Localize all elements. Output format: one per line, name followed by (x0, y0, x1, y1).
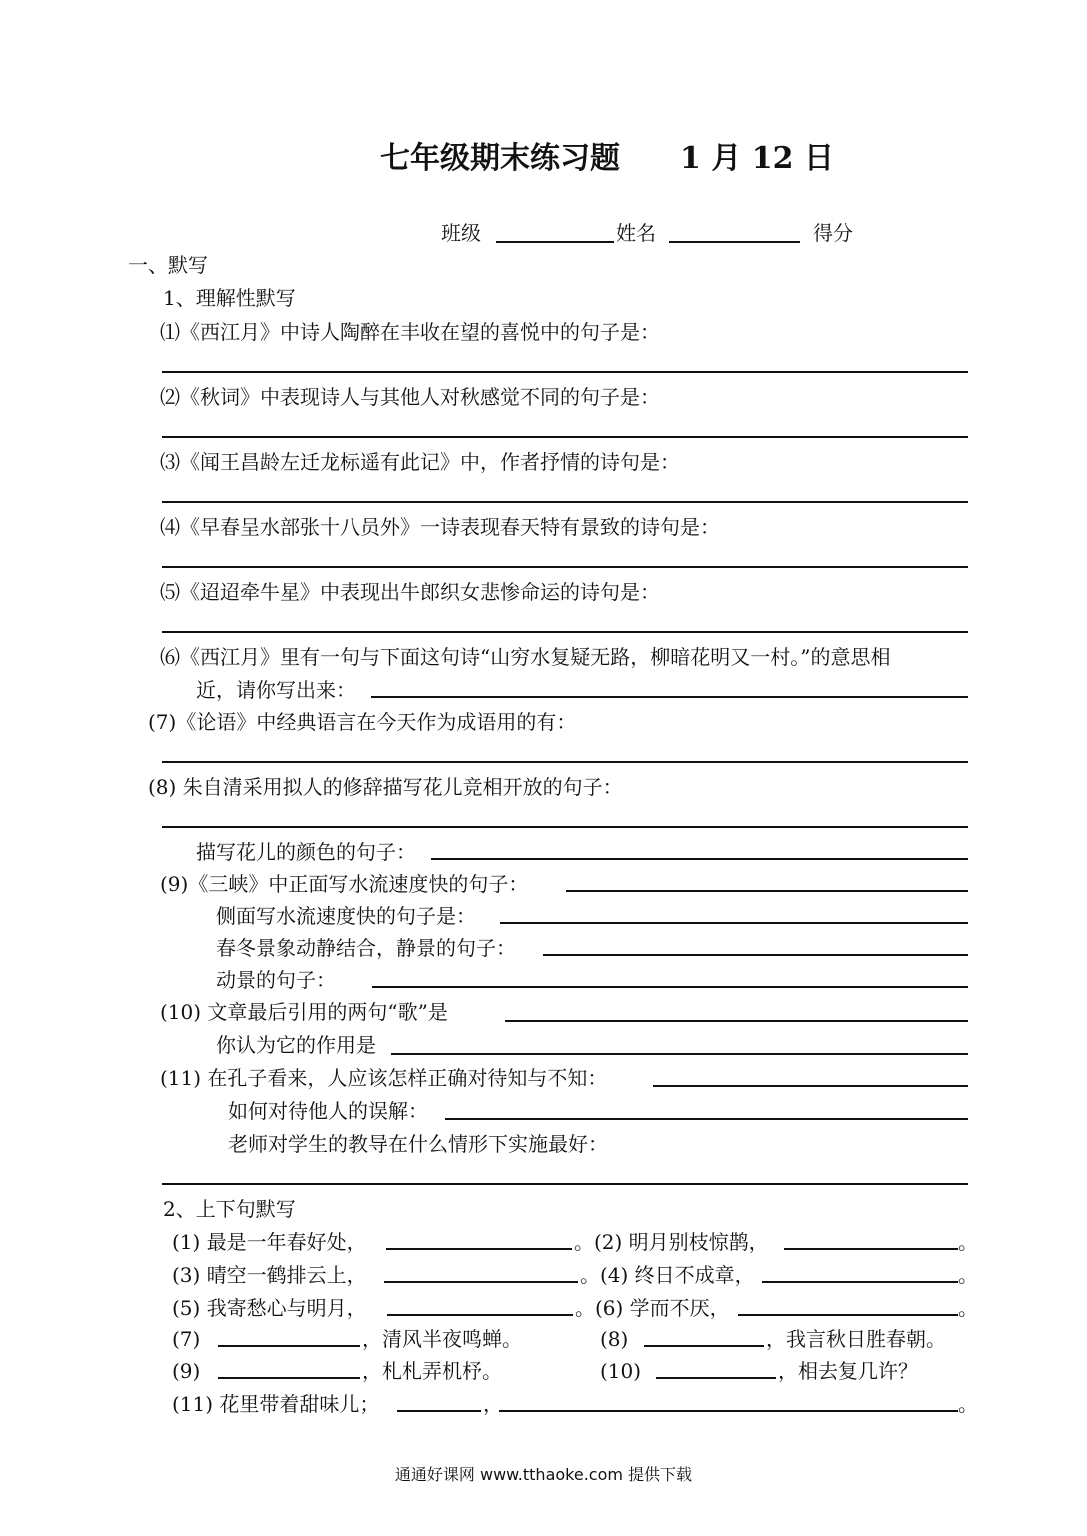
answer-line-8[interactable] (162, 826, 968, 828)
question-11: (11) 在孔子看来，人应该怎样正确对待知与不知： (160, 1066, 608, 1090)
couplet-8-label: (8) (600, 1327, 629, 1351)
question-9-static: 春冬景象动静结合，静景的句子： (216, 936, 516, 960)
page-title (380, 133, 834, 177)
couplet-1-prompt: (1) 最是一年春好处， (172, 1230, 367, 1254)
couplet-10-text: ，相去复几许？ (778, 1359, 918, 1383)
answer-line-1[interactable] (162, 371, 968, 373)
answer-line-11b[interactable] (445, 1118, 968, 1120)
couplet-11-blank-2[interactable] (499, 1410, 958, 1412)
couplet-4-prompt: 。(4) 终日不成章， (580, 1263, 755, 1287)
couplet-2-prompt: 。(2) 明月别枝惊鹊， (574, 1230, 769, 1254)
couplet-6-end: 。 (958, 1296, 978, 1320)
question-1: ⑴《西江月》中诗人陶醉在丰收在望的喜悦中的句子是： (160, 320, 660, 344)
question-9: (9)《三峡》中正面写水流速度快的句子： (160, 872, 529, 896)
question-6: ⑹《西江月》里有一句与下面这句诗“山穷水复疑无路，柳暗花明又一村。”的意思相 (160, 645, 891, 669)
couplet-4-blank[interactable] (762, 1281, 958, 1283)
couplet-4-end: 。 (958, 1263, 978, 1287)
score-label: 得分 (813, 221, 853, 245)
couplet-6-prompt: 。(6) 学而不厌， (575, 1296, 730, 1320)
couplet-1-blank[interactable] (386, 1248, 572, 1250)
couplet-3-blank[interactable] (384, 1281, 578, 1283)
class-blank[interactable] (496, 241, 614, 243)
couplet-7-text: ，清风半夜鸣蝉。 (362, 1327, 522, 1351)
answer-line-3[interactable] (162, 501, 968, 503)
couplet-11-prompt: (11) 花里带着甜味儿； (172, 1392, 380, 1416)
answer-line-9[interactable] (566, 890, 968, 892)
name-label: 姓名 (616, 221, 656, 245)
couplet-10-label: (10) (600, 1359, 642, 1383)
couplet-9-blank[interactable] (218, 1377, 360, 1379)
couplet-11-comma: ， (483, 1392, 503, 1416)
answer-line-2[interactable] (162, 436, 968, 438)
title-date: 1 月 12 日 (680, 141, 834, 176)
question-4: ⑷《早春呈水部张十八员外》一诗表现春天特有景致的诗句是： (160, 515, 720, 539)
couplet-3-prompt: (3) 晴空一鹤排云上， (172, 1263, 367, 1287)
class-label: 班级 (441, 221, 481, 245)
answer-line-4[interactable] (162, 566, 968, 568)
couplet-7-blank[interactable] (218, 1345, 360, 1347)
question-9-side: 侧面写水流速度快的句子是： (216, 904, 476, 928)
couplet-5-blank[interactable] (387, 1314, 573, 1316)
section1-heading: 一、默写 (128, 253, 208, 277)
answer-line-9b[interactable] (500, 922, 968, 924)
question-8: (8) 朱自清采用拟人的修辞描写花儿竞相开放的句子： (148, 775, 623, 799)
answer-line-11[interactable] (653, 1085, 968, 1087)
answer-line-11c[interactable] (162, 1183, 968, 1185)
question-10: (10) 文章最后引用的两句“歌”是 (160, 1000, 448, 1024)
question-10-effect: 你认为它的作用是 (216, 1033, 376, 1057)
answer-line-10[interactable] (505, 1020, 968, 1022)
question-3: ⑶《闻王昌龄左迁龙标遥有此记》中，作者抒情的诗句是： (160, 450, 680, 474)
answer-line-9d[interactable] (372, 986, 968, 988)
answer-line-8b[interactable] (431, 858, 968, 860)
question-11-misunderstand: 如何对待他人的误解： (228, 1099, 428, 1123)
answer-line-10b[interactable] (391, 1053, 968, 1055)
couplet-2-blank[interactable] (784, 1248, 958, 1250)
question-7: (7)《论语》中经典语言在今天作为成语用的有： (148, 710, 577, 734)
couplet-9-label: (9) (172, 1359, 201, 1383)
couplet-8-blank[interactable] (644, 1345, 764, 1347)
question-2: ⑵《秋词》中表现诗人与其他人对秋感觉不同的句子是： (160, 385, 660, 409)
answer-line-5[interactable] (162, 631, 968, 633)
question-6-cont: 近，请你写出来： (196, 678, 356, 702)
couplet-6-blank[interactable] (738, 1314, 958, 1316)
couplet-11-blank-1[interactable] (397, 1410, 481, 1412)
footer: 通通好课网 www.tthaoke.com 提供下载 (394, 1465, 693, 1484)
title-text: 七年级期末练习题 (380, 141, 620, 176)
couplet-8-text: ，我言秋日胜春朝。 (766, 1327, 946, 1351)
couplet-5-prompt: (5) 我寄愁心与明月， (172, 1296, 367, 1320)
question-5: ⑸《迢迢牵牛星》中表现出牛郎织女悲惨命运的诗句是： (160, 580, 660, 604)
answer-line-9c[interactable] (543, 954, 968, 956)
answer-line-6[interactable] (371, 696, 968, 698)
question-8-color: 描写花儿的颜色的句子： (196, 840, 416, 864)
name-blank[interactable] (669, 241, 800, 243)
couplet-2-end: 。 (958, 1230, 978, 1254)
couplet-10-blank[interactable] (656, 1377, 776, 1379)
section2-heading: 2、上下句默写 (163, 1197, 296, 1221)
couplet-11-end: 。 (958, 1392, 978, 1416)
answer-line-7[interactable] (162, 761, 968, 763)
question-11-teaching: 老师对学生的教导在什么情形下实施最好： (228, 1132, 608, 1156)
part1-heading: 1、理解性默写 (163, 286, 296, 310)
couplet-7-label: (7) (172, 1327, 201, 1351)
couplet-9-text: ，札札弄机杼。 (362, 1359, 502, 1383)
question-9-dynamic: 动景的句子： (216, 968, 336, 992)
